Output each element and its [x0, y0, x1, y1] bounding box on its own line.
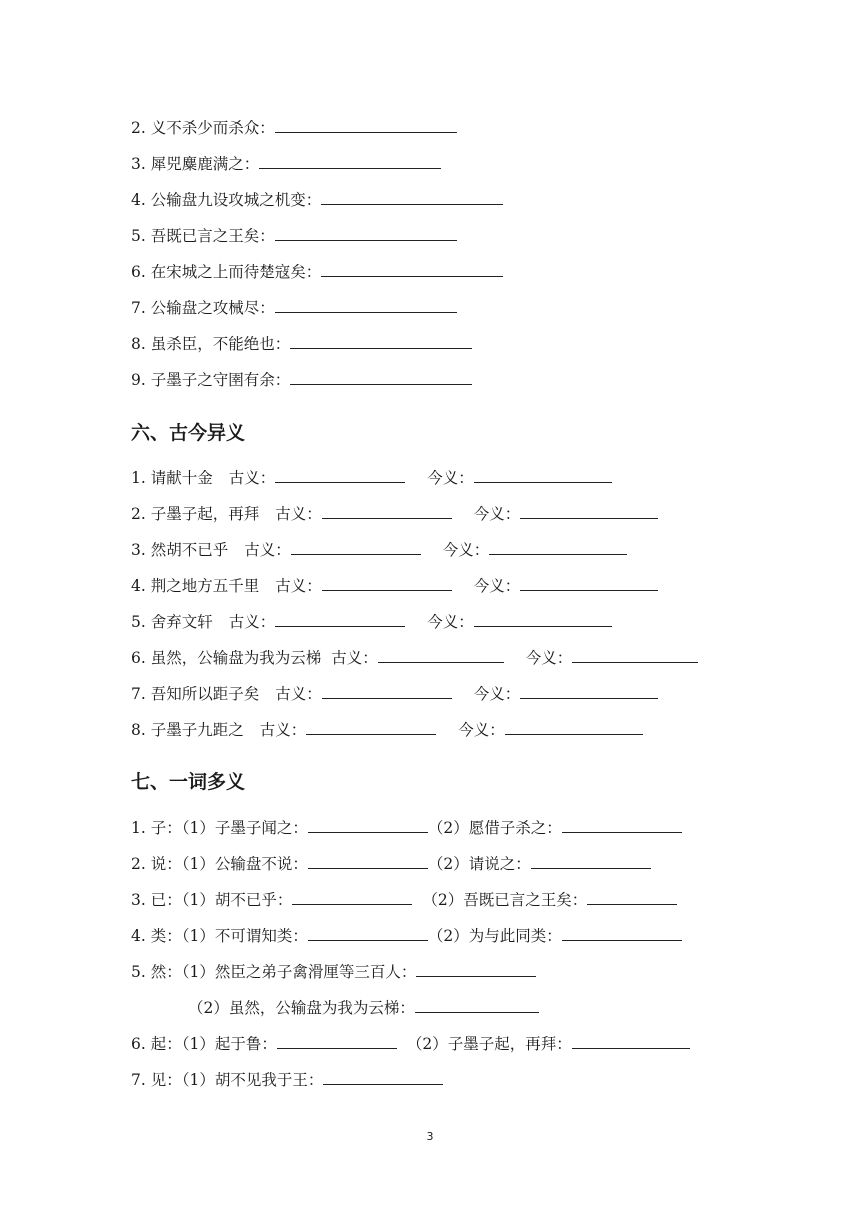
list-item: 5. 然：（1）然臣之弟子禽滑厘等三百人： — [131, 962, 536, 982]
list-item: 8. 虽杀臣，不能绝也： — [131, 334, 472, 354]
list-item: 3. 已：（1）胡不已乎： （2）吾既已言之王矣： — [131, 890, 677, 910]
list-item: 3. 犀兕麋鹿满之： — [131, 154, 441, 174]
list-item: 4. 类：（1）不可谓知类： （2）为与此同类： — [131, 926, 682, 946]
list-item: 6. 起：（1）起于鲁： （2）子墨子起，再拜： — [131, 1034, 690, 1054]
list-item: 2. 义不杀少而杀众： — [131, 118, 457, 138]
list-item: 7. 公输盘之攻械尽： — [131, 298, 457, 318]
ancient-meaning-blank[interactable] — [322, 504, 452, 519]
ancient-meaning-blank[interactable] — [291, 540, 421, 555]
answer-blank[interactable] — [308, 854, 428, 869]
list-item: 9. 子墨子之守圉有余： — [131, 370, 472, 390]
list-item: 5. 吾既已言之王矣： — [131, 226, 457, 246]
answer-blank[interactable] — [275, 298, 457, 313]
answer-blank[interactable] — [292, 890, 412, 905]
modern-meaning-blank[interactable] — [489, 540, 627, 555]
ancient-meaning-blank[interactable] — [378, 648, 504, 663]
section-heading: 六、古今异义 — [131, 422, 246, 444]
list-item: 2. 说：（1）公输盘不说： （2）请说之： — [131, 854, 651, 874]
answer-blank[interactable] — [562, 818, 682, 833]
answer-blank[interactable] — [321, 190, 503, 205]
modern-meaning-blank[interactable] — [572, 648, 698, 663]
answer-blank[interactable] — [275, 226, 457, 241]
answer-blank[interactable] — [290, 334, 472, 349]
list-item: 3. 然胡不已乎 古义： 今义： — [131, 540, 627, 560]
list-item: 2. 子墨子起，再拜 古义： 今义： — [131, 504, 658, 524]
list-item: 6. 虽然，公输盘为我为云梯 古义： 今义： — [131, 648, 698, 668]
answer-blank[interactable] — [277, 1034, 397, 1049]
ancient-meaning-blank[interactable] — [322, 684, 452, 699]
modern-meaning-blank[interactable] — [520, 684, 658, 699]
answer-blank[interactable] — [562, 926, 682, 941]
modern-meaning-blank[interactable] — [474, 468, 612, 483]
answer-blank[interactable] — [308, 926, 428, 941]
answer-blank[interactable] — [275, 118, 457, 133]
answer-blank[interactable] — [572, 1034, 690, 1049]
modern-meaning-blank[interactable] — [505, 720, 643, 735]
answer-blank[interactable] — [290, 370, 472, 385]
modern-meaning-blank[interactable] — [474, 612, 612, 627]
answer-blank[interactable] — [587, 890, 677, 905]
answer-blank[interactable] — [308, 818, 428, 833]
list-item: 5. 舍弃文轩 古义： 今义： — [131, 612, 612, 632]
answer-blank[interactable] — [416, 962, 536, 977]
list-item: 8. 子墨子九距之 古义： 今义： — [131, 720, 643, 740]
page-number: 3 — [426, 1130, 434, 1143]
answer-blank[interactable] — [321, 262, 503, 277]
ancient-meaning-blank[interactable] — [275, 468, 405, 483]
list-item: 7. 吾知所以距子矣 古义： 今义： — [131, 684, 658, 704]
list-item: 7. 见：（1）胡不见我于王： — [131, 1070, 443, 1090]
answer-blank[interactable] — [415, 998, 539, 1013]
answer-blank[interactable] — [323, 1070, 443, 1085]
section-heading: 七、一词多义 — [131, 771, 246, 793]
modern-meaning-blank[interactable] — [520, 576, 658, 591]
list-item: 1. 请献十金 古义： 今义： — [131, 468, 612, 488]
ancient-meaning-blank[interactable] — [322, 576, 452, 591]
list-item: 4. 荆之地方五千里 古义： 今义： — [131, 576, 658, 596]
list-item: 4. 公输盘九设攻城之机变： — [131, 190, 503, 210]
answer-blank[interactable] — [531, 854, 651, 869]
list-item: （2）虽然，公输盘为我为云梯： — [188, 998, 539, 1018]
ancient-meaning-blank[interactable] — [275, 612, 405, 627]
modern-meaning-blank[interactable] — [520, 504, 658, 519]
ancient-meaning-blank[interactable] — [306, 720, 436, 735]
list-item: 1. 子：（1）子墨子闻之： （2）愿借子杀之： — [131, 818, 682, 838]
answer-blank[interactable] — [259, 154, 441, 169]
list-item: 6. 在宋城之上而待楚寇矣： — [131, 262, 503, 282]
